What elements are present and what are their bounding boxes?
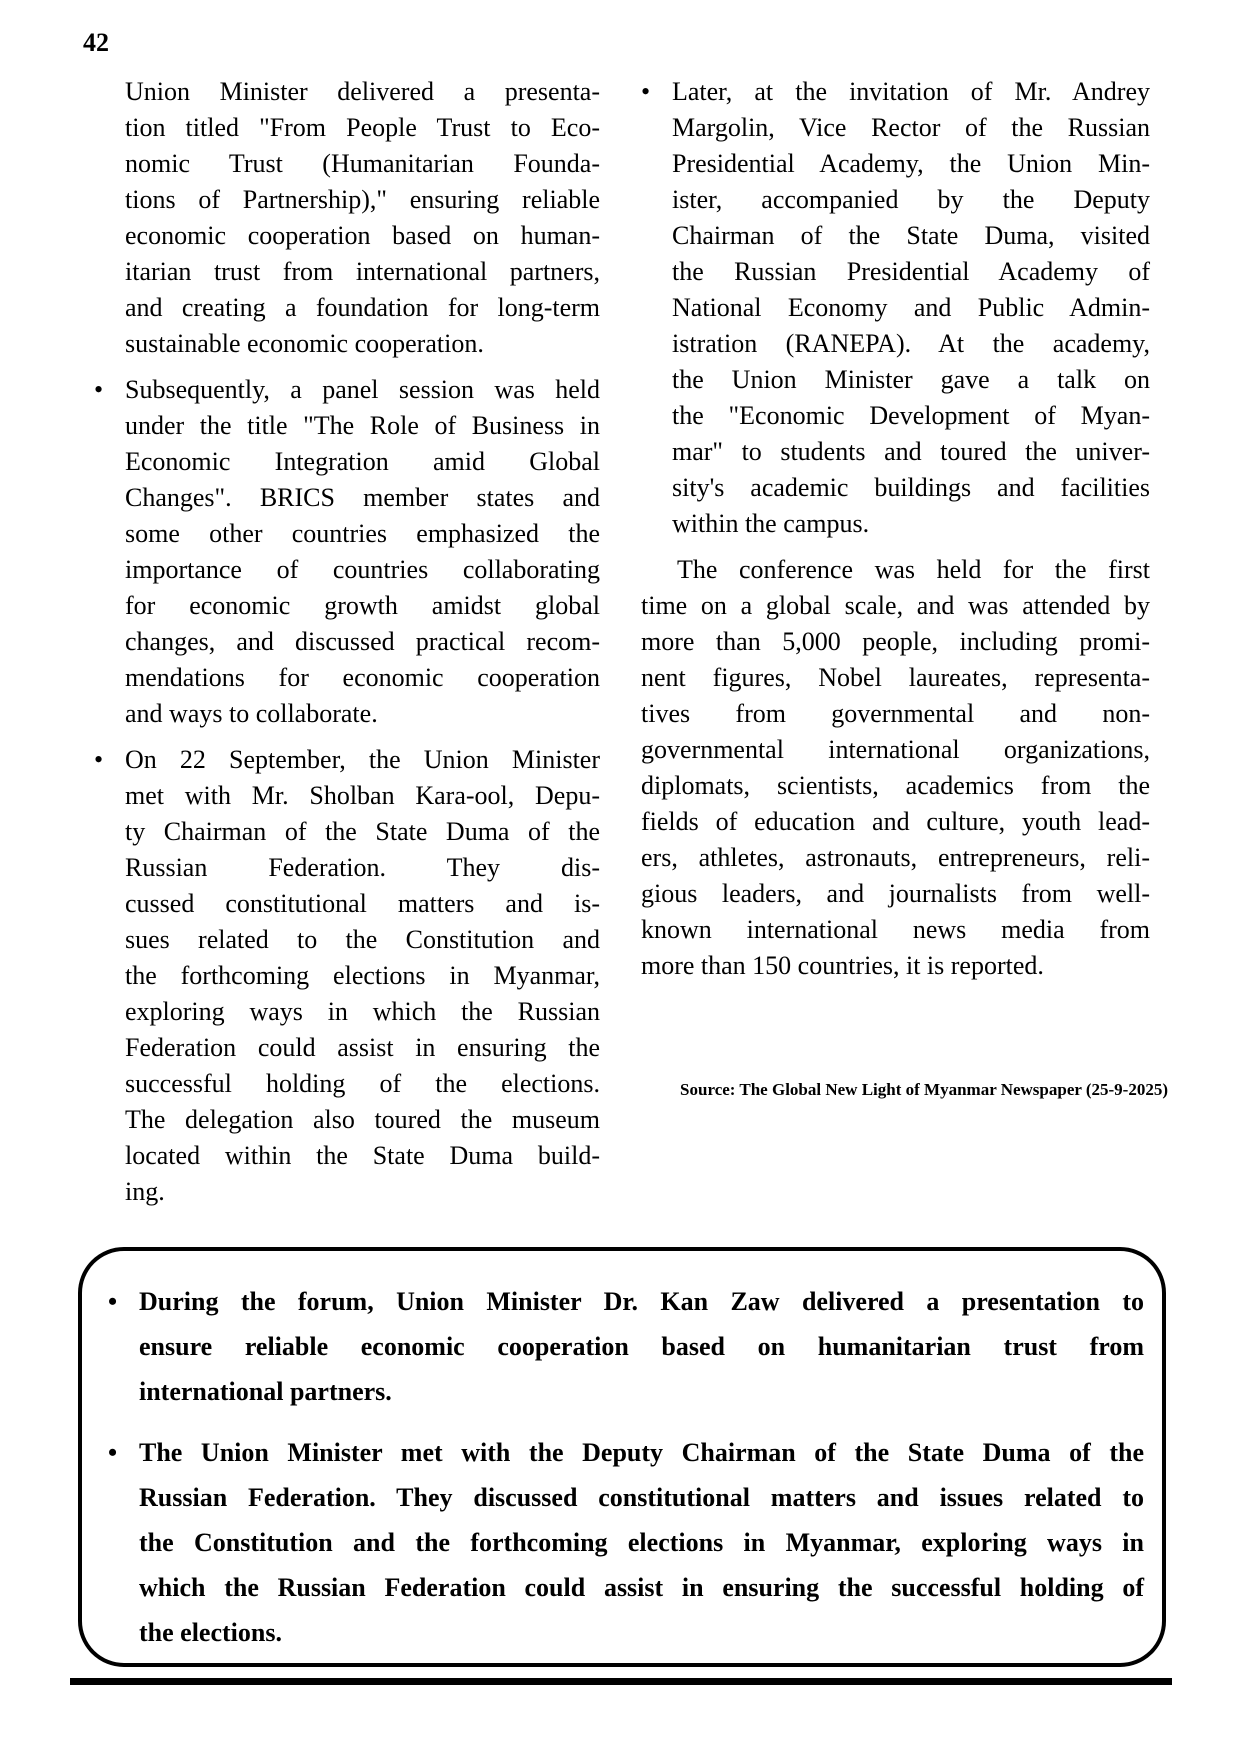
text-line: the Russian Presidential Academy of bbox=[672, 257, 1150, 286]
bullet-icon: • bbox=[94, 375, 104, 404]
text-line: cussed constitutional matters and is- bbox=[125, 889, 600, 918]
text-line: During the forum, Union Minister Dr. Kan Zaw delivered a presentation to bbox=[139, 1287, 1144, 1316]
text-line: within the campus. bbox=[672, 509, 870, 538]
text-line: and ways to collaborate. bbox=[125, 699, 378, 728]
summary-box bbox=[78, 1247, 1166, 1667]
text-line: time on a global scale, and was attended by bbox=[641, 591, 1150, 620]
text-line: itarian trust from international partners, bbox=[125, 257, 600, 286]
text-line: some other countries emphasized the bbox=[125, 519, 600, 548]
bullet-paragraph bbox=[94, 742, 600, 1210]
text-line: nent figures, Nobel laureates, representa- bbox=[641, 663, 1150, 692]
text-line: known international news media from bbox=[641, 915, 1150, 944]
text-line: istration (RANEPA). At the academy, bbox=[672, 329, 1150, 358]
source-line: Source: The Global New Light of Myanmar Newspaper (25-9-2025) bbox=[680, 1080, 1168, 1099]
bullet-icon: • bbox=[108, 1287, 118, 1316]
bullet-paragraph bbox=[641, 74, 1150, 542]
text-line: the Constitution and the forthcoming elections in Myanmar, exploring ways in bbox=[139, 1528, 1144, 1557]
text-line: Later, at the invitation of Mr. Andrey bbox=[672, 77, 1150, 106]
text-line: gious leaders, and journalists from well- bbox=[641, 879, 1150, 908]
text-line: exploring ways in which the Russian bbox=[125, 997, 600, 1026]
text-line: the "Economic Development of Myan- bbox=[672, 401, 1150, 430]
text-line: diplomats, scientists, academics from the bbox=[641, 771, 1150, 800]
text-line: Changes". BRICS member states and bbox=[125, 483, 600, 512]
text-line: ister, accompanied by the Deputy bbox=[672, 185, 1150, 214]
text-line: nomic Trust (Humanitarian Founda- bbox=[125, 149, 600, 178]
text-line: economic cooperation based on human- bbox=[125, 221, 600, 250]
bottom-rule-divider bbox=[70, 1678, 1172, 1685]
text-line: ty Chairman of the State Duma of the bbox=[125, 817, 600, 846]
text-line: mar" to students and toured the univer- bbox=[672, 437, 1150, 466]
text-line: more than 5,000 people, including promi- bbox=[641, 627, 1150, 656]
text-line: Subsequently, a panel session was held bbox=[125, 375, 600, 404]
text-line: mendations for economic cooperation bbox=[125, 663, 600, 692]
text-line: the Union Minister gave a talk on bbox=[672, 365, 1150, 394]
text-line: Federation could assist in ensuring the bbox=[125, 1033, 600, 1062]
bullet-icon: • bbox=[108, 1438, 118, 1467]
text-line: under the title "The Role of Business in bbox=[125, 411, 600, 440]
text-line: Russian Federation. They dis- bbox=[125, 853, 600, 882]
text-line: ing. bbox=[125, 1177, 165, 1206]
text-line: ers, athletes, astronauts, entrepreneurs, reli- bbox=[641, 843, 1150, 872]
text-line: and creating a foundation for long-term bbox=[125, 293, 600, 322]
text-line: Margolin, Vice Rector of the Russian bbox=[672, 113, 1150, 142]
text-line: tives from governmental and non- bbox=[641, 699, 1150, 728]
text-line: tion titled "From People Trust to Eco- bbox=[125, 113, 600, 142]
summary-bullet-paragraph bbox=[82, 1430, 1144, 1655]
right-column bbox=[641, 74, 1150, 984]
text-line: importance of countries collaborating bbox=[125, 555, 600, 584]
text-line: more than 150 countries, it is reported. bbox=[641, 951, 1044, 980]
text-line: changes, and discussed practical recom- bbox=[125, 627, 600, 656]
text-line: fields of education and culture, youth lead- bbox=[641, 807, 1150, 836]
text-line: which the Russian Federation could assist in ensuring the successful holding of bbox=[139, 1573, 1144, 1602]
text-line: Presidential Academy, the Union Min- bbox=[672, 149, 1150, 178]
text-line: sity's academic buildings and facilities bbox=[672, 473, 1150, 502]
summary-bullet-paragraph bbox=[82, 1279, 1144, 1414]
text-line: tions of Partnership)," ensuring reliable bbox=[125, 185, 600, 214]
text-line: Russian Federation. They discussed constitutional matters and issues related to bbox=[139, 1483, 1144, 1512]
text-line: Economic Integration amid Global bbox=[125, 447, 600, 476]
text-line: National Economy and Public Admin- bbox=[672, 293, 1150, 322]
text-line: ensure reliable economic cooperation based on humanitarian trust from bbox=[139, 1332, 1144, 1361]
bullet-icon: • bbox=[94, 745, 104, 774]
text-line: sustainable economic cooperation. bbox=[125, 329, 484, 358]
text-line: The delegation also toured the museum bbox=[125, 1105, 600, 1134]
text-line: international partners. bbox=[139, 1377, 392, 1406]
left-column bbox=[94, 74, 600, 1210]
text-line: Chairman of the State Duma, visited bbox=[672, 221, 1150, 250]
text-line: located within the State Duma build- bbox=[125, 1141, 600, 1170]
bullet-icon: • bbox=[641, 77, 651, 106]
paragraph bbox=[94, 74, 600, 362]
text-line: met with Mr. Sholban Kara-ool, Depu- bbox=[125, 781, 600, 810]
text-line: The conference was held for the first bbox=[677, 555, 1150, 584]
text-line: for economic growth amidst global bbox=[125, 591, 600, 620]
text-line: The Union Minister met with the Deputy Chairman of the State Duma of the bbox=[139, 1438, 1144, 1467]
text-line: sues related to the Constitution and bbox=[125, 925, 600, 954]
text-line: Union Minister delivered a presenta- bbox=[125, 77, 600, 106]
bullet-paragraph bbox=[94, 372, 600, 732]
text-line: the forthcoming elections in Myanmar, bbox=[125, 961, 600, 990]
paragraph bbox=[641, 552, 1150, 984]
page-number: 42 bbox=[83, 28, 109, 57]
text-line: governmental international organizations, bbox=[641, 735, 1150, 764]
text-line: On 22 September, the Union Minister bbox=[125, 745, 600, 774]
text-line: the elections. bbox=[139, 1618, 282, 1647]
text-line: successful holding of the elections. bbox=[125, 1069, 600, 1098]
